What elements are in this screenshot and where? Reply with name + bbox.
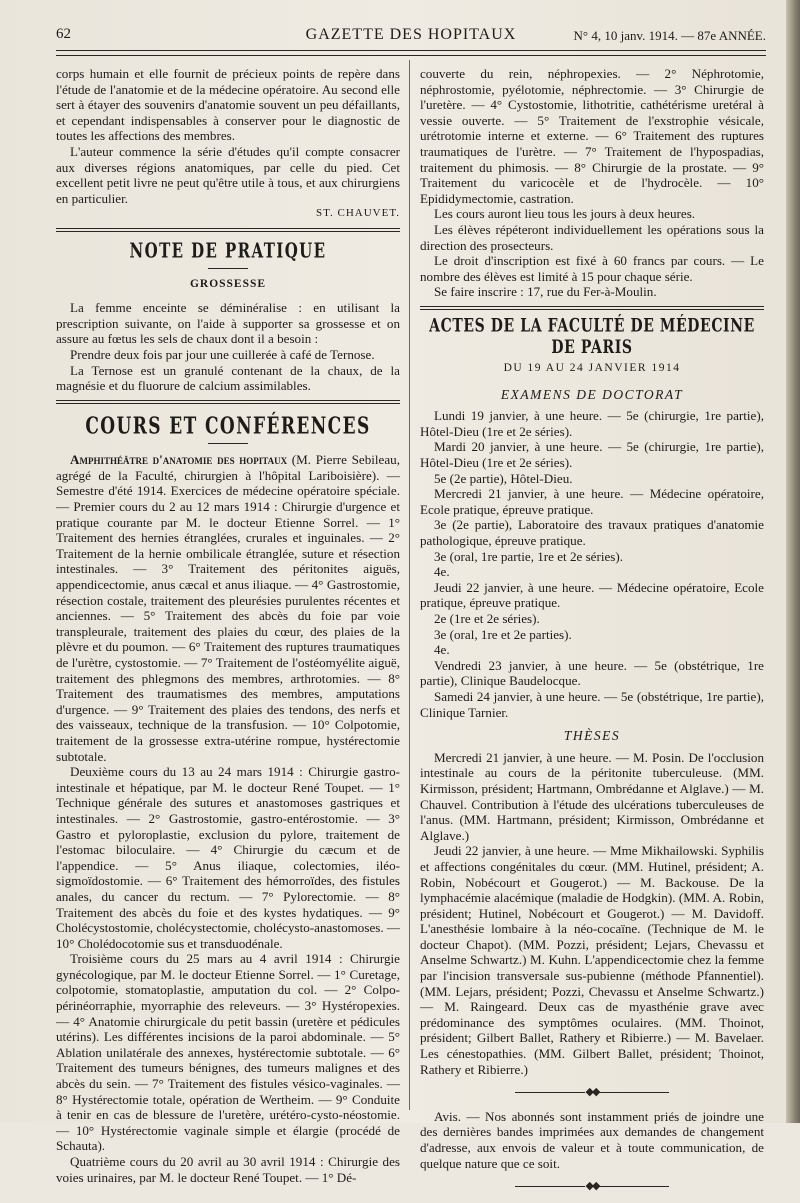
exam-entry: Mardi 20 janvier, à une heure. — 5e (chirurgie, 1re partie), Hôtel-Dieu (1re et 2e séries). <box>420 439 764 471</box>
title-underline <box>208 268 248 269</box>
exam-entry: 3e (oral, 1re et 2e parties). <box>434 626 572 642</box>
section-title-note: NOTE DE PRATIQUE <box>129 238 327 263</box>
cours-info: Se faire inscrire : 17, rue du Fer-à-Moulin. <box>434 284 657 300</box>
cours-info: Le droit d'inscription est fixé à 60 francs par cours. — Le nombre des élèves est limité à 15 pour chaque série. <box>420 253 764 284</box>
cours-info: Les cours auront lieu tous les jours à deux heures. <box>434 206 696 222</box>
review-paragraph: corps humain et elle fournit de précieux points de repère dans l'étude de l'anatomie et de la médecine opératoire. Au second elle sert à étayer des souvenirs d'anatomie souvent un peu défaillants, et cependant indispensables à conserver pour le diagnostic de toutes les affections des membres. <box>56 66 400 144</box>
avis-notice: Avis. — Nos abonnés sont instamment priés de joindre une des dernières bandes imprimées aux demandes de changement d'adresse, aux envois de valeur et à toute communication, de quelque nature que ce soit. <box>420 1108 764 1171</box>
cours-text: (M. Pierre Sebileau, agrégé de la Faculté, chirurgien à l'hôpital Lariboisière). — Semestre d'été 1914. Exercices de médecine opératoire spéciale. — Premier cours du 2 au 12 mars 1914 : Chirurgie d'urgence et pratique courante par M. le docteur Etienne Sorrel. — 1° Traitement des hernies étranglées, crurales et inguinales. — 2° Traitement de la hernie ombilicale étranglée, suture et résection intestinales. — 3° Traitement des péritonites aiguës, appendicectomie, anus cæcal et anus iliaque. — 4° Gastrostomie, résection costale, traitement des pleurésies purulentes récentes et anciennes. — 5° Traitement des abcès du foie par voie transpleurale, traitement des plaies du cœur, des plaies de la plèvre et du poumon. — 6° Traitement des ruptures traumatiques de l'urètre, cystostomie. — 7° Traitement de l'ostéomyélite aiguë, traitement des phlegmons des membres, arthrotomies. — 8° Traitement des traumatismes des membres, amputations d'urgence. — 9° Traitement des plaies des tendons, des nerfs et des vaisseaux, technique de la transfusion. — 10° Colpotomie, traitement de la grossesse extra-utérine rompue, hystérectomie subtotale. <box>56 452 401 764</box>
exam-entry: 4e. <box>434 642 450 658</box>
note-paragraph: Prendre deux fois par jour une cuillerée à café de Ternose. <box>70 346 375 362</box>
exam-entry: Lundi 19 janvier, à une heure. — 5e (chirurgie, 1re partie), Hôtel-Dieu (1re et 2e séries). <box>420 408 764 439</box>
ornament-divider: ◆◆ <box>420 1179 764 1195</box>
note-paragraph: La Ternose est un granulé contenant de la chaux, de la magnésie et du fluorure de calcium assimilables. <box>56 362 400 394</box>
left-column <box>56 66 400 1185</box>
header-rule <box>56 50 766 51</box>
section-rule <box>56 400 400 401</box>
section-title-actes: ACTES DE LA FACULTÉ DE MÉDECINE DE PARIS <box>429 315 755 358</box>
page-header <box>56 22 766 48</box>
column-divider <box>409 60 410 1110</box>
page-binding-edge <box>786 0 800 1123</box>
cours-paragraph: Troisième cours du 25 mars au 4 avril 1914 : Chirurgie gynécologique, par M. le docteur Etienne Sorrel. — 1° Curetage, colpotomie, stomatoplastie, amputation du col. — 2° Colpo-périnéorraphie, myorraphie des releveurs. — 3° Hystéropexies. — 4° Anatomie chirurgicale du petit bassin (uretère et pédicules utérins). Les différentes incisions de la paroi abdominale. — 5° Ablation unilatérale des annexes, hystérectomie subtotale. — 6° Traitement des tumeurs bénignes, des tumeurs malignes et des abcès du sein. — 7° Traitement des fistules vésico-vaginales. — 8° Hystérectomie totale, opération de Wertheim. — 9° Conduite à tenir en cas de blessure de l'uretère, urétéro-cysto-néostomie. — 10° Hystérectomie vaginale simple et élargie (procédé de Schauta). <box>56 951 400 1154</box>
note-subtitle: GROSSESSE <box>189 277 267 290</box>
cours-continuation: couverte du rein, néphropexies. — 2° Néphrotomie, néphrostomie, pyélotomie, néphrectomie. — 3° Chirurgie de l'uretère. — 4° Cystostomie, lithotritie, cathétérisme uretéral à vessie ouverte. — 5° Traitement de l'exstrophie vésicale, urétrotomie interne et externe. — 6° Traitement des ruptures traumatiques de l'urètre. — 7° Traitement de l'hypospadias, traitement du phimosis. — 8° Chirurgie de la prostate. — 9° Traitement du varicocèle et de l'hydrocèle. — 10° Epididymectomie, castration. <box>420 66 764 206</box>
theses-heading: THÈSES <box>563 728 621 744</box>
exam-entry: 4e. <box>434 564 450 580</box>
review-signature: ST. CHAUVET. <box>315 207 400 220</box>
exam-entry: Mercredi 21 janvier, à une heure. — Médecine opératoire, Ecole pratique, épreuve pratique. <box>420 486 764 517</box>
exam-entry: 2e (1re et 2e séries). <box>434 611 540 626</box>
journal-title: GAZETTE DES HOPITAUX <box>305 26 517 43</box>
page-number: 62 <box>56 26 71 42</box>
cours-paragraph: Quatrième cours du 20 avril au 30 avril 1914 : Chirurgie des voies urinaires, par M. le docteur René Toupet. — 1° Dé- <box>56 1154 400 1185</box>
cours-paragraph: Deuxième cours du 13 au 24 mars 1914 : Chirurgie gastro-intestinale et hépatique, par M. le docteur René Toupet. — 1° Technique générale des sutures et anastomoses gastriques et intestinales. — 2° Gastrostomie, gastro-entérostomie. — 3° Gastro et pyloroplastie, exclusion du pylore, traitement de l'estomac biloculaire. — 4° Chirurgie du cæcum et de l'appendice. — 5° Anus iliaque, colectomies, iléo-sigmoïdostomie. — 6° Traitement des hémorroïdes, des fistules anales, du cancer du rectum. — 7° Pylorectomie. — 8° Traitement des abcès du foie et des kystes hydatiques. — 9° Cholécystostomie, cholécystectomie, cholécysto-anastomoses. — 10° Cholédocotomie sus et transduodénale. <box>56 764 400 951</box>
exam-entry: 3e (oral, 1re partie, 1re et 2e séries). <box>434 548 624 564</box>
header-rule-secondary <box>56 55 766 56</box>
section-rule <box>420 306 764 307</box>
note-paragraph: La femme enceinte se déminéralise : en utilisant la prescription suivante, on l'aide à supporter sa grossesse et on assure au fœtus les sels de chaux dont il a besoin : <box>56 300 400 347</box>
right-column <box>420 66 764 1203</box>
section-rule <box>56 228 400 229</box>
section-rule <box>56 403 400 404</box>
theses-entry: Mercredi 21 janvier, à une heure. — M. Posin. De l'occlusion intestinale au cours de la péritonite tuberculeuse. (MM. Kirmisson, président; Hartmann, Ombrédanne et Alglave.) — M. Chauvel. Contribution à l'étude des ulcérations tuberculeuses de l'anus. (MM. Hartmann, président; Kirmisson, Ombrédanne et Alglave.) <box>420 749 764 843</box>
section-title-cours: COURS ET CONFÉRENCES <box>85 412 371 440</box>
actes-dates: DU 19 AU 24 JANVIER 1914 <box>503 362 681 375</box>
exam-heading: EXAMENS DE DOCTORAT <box>500 386 684 402</box>
exam-entry: 3e (2e partie), Laboratoire des travaux pratiques d'anatomie pathologique, épreuve pratique. <box>420 517 764 549</box>
title-underline <box>208 443 248 444</box>
exam-entry: 5e (2e partie), Hôtel-Dieu. <box>434 470 573 486</box>
cours-lead: Amphithéâtre d'anatomie des hopitaux <box>70 452 288 468</box>
section-rule <box>420 309 764 310</box>
exam-entry: Vendredi 23 janvier, à une heure. — 5e (obstétrique, 1re partie), Clinique Baudelocque. <box>420 657 764 689</box>
exam-entry: Samedi 24 janvier, à une heure. — 5e (obstétrique, 1re partie), Clinique Tarnier. <box>420 688 764 720</box>
issue-info: N° 4, 10 janv. 1914. — 87e ANNÉE. <box>573 28 766 43</box>
section-rule <box>56 231 400 232</box>
cours-paragraph <box>56 452 400 764</box>
ornament-divider: ◆◆ <box>420 1085 764 1101</box>
cours-info: Les élèves répéteront individuellement les opérations sous la direction des prosecteurs. <box>420 221 764 253</box>
theses-entry: Jeudi 22 janvier, à une heure. — Mme Mikhailowski. Syphilis et affections congénitales du cœur. (MM. Hutinel, président; A. Robin, Nobécourt et Gougerot.) — M. Backouse. De la lymphacémie alacémique (maladie de Hodgkin). (MM. A. Robin, président; Hutinel, Nobécourt et Gougerot.) — M. Davidoff. L'anesthésie lombaire à la néo-cocaïne. (Technique de M. le docteur Chapot). (MM. Pozzi, président; Lejars, Chevassu et Anselme Schwartz.) M. Kuhn. L'appendicectomie chez la femme par l'incision transversale sus-pubienne (méthode Pfannentiel). (MM. Lejars, président; Pozzi, Chevassu et Anselme Schwartz.) — M. Raingeard. Deux cas de myasthénie grave avec prédominance des symptômes oculaires. (MM. Thoinot, président; Gilbert Ballet, Rathery et Ribierre.) — M. Bavelaer. Les cénestopathies. (MM. Gilbert Ballet, président; Thoinot, Rathery et Ribierre.) <box>420 843 764 1077</box>
review-paragraph: L'auteur commence la série d'études qu'il compte consacrer aux diverses régions anatomiques, par celle du pied. Cet excellent petit livre ne peut qu'être utile à tous, et aux chirurgiens en particulier. <box>56 143 400 206</box>
exam-entry: Jeudi 22 janvier, à une heure. — Médecine opératoire, Ecole pratique, épreuve pratique. <box>420 579 764 611</box>
